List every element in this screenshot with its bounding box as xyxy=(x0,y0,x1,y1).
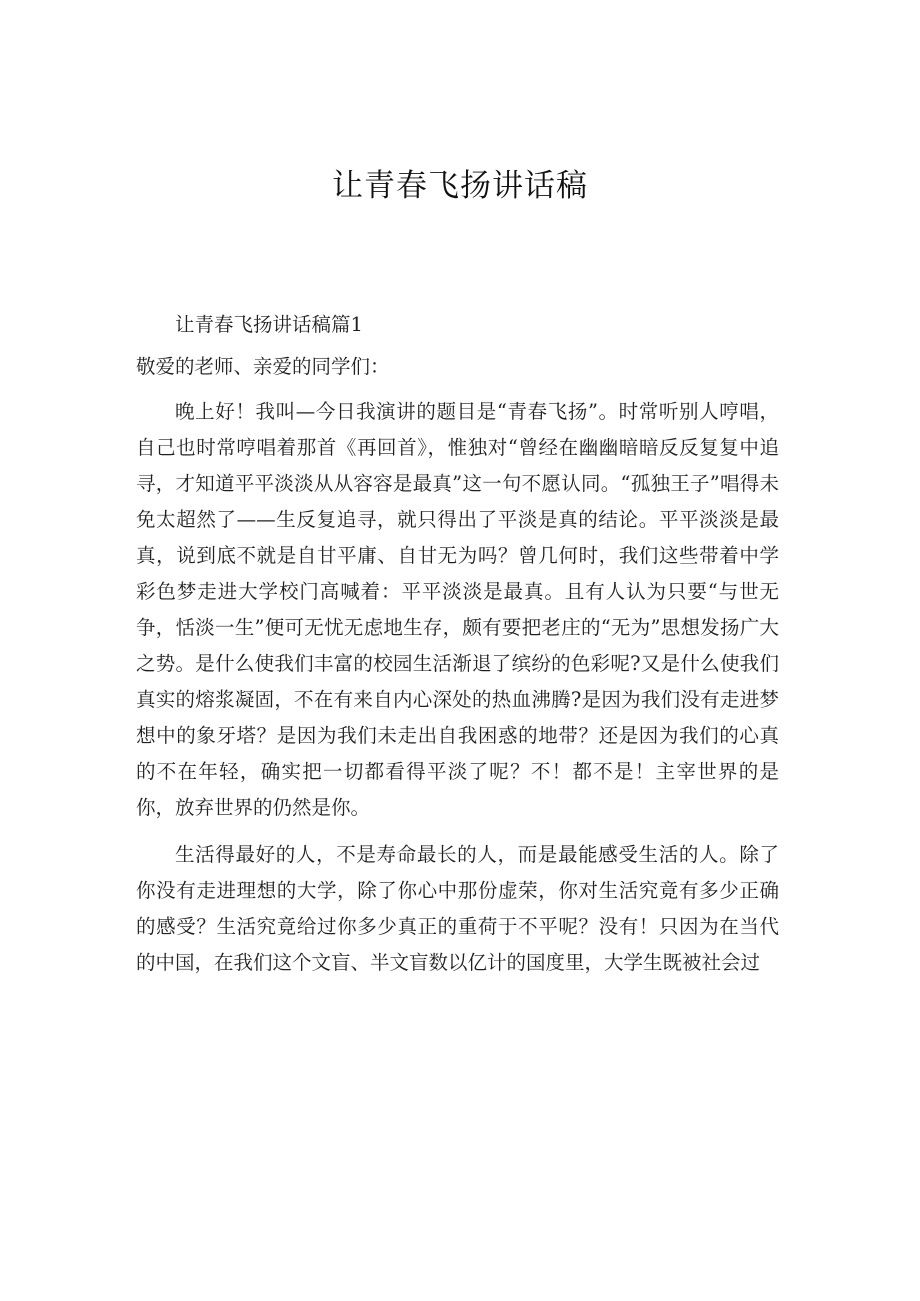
document-body xyxy=(136,307,779,992)
section-heading: 让青春飞扬讲话稿篇1 xyxy=(175,313,363,336)
paragraph-2: 生活得最好的人，不是寿命最长的人，而是最能感受生活的人。除了你没有走进理想的大学，除了你心中那份虚荣，你对生活究竟有多少正确的感受？生活究竟给过你多少真正的重荷于不平呢？没有！只因为在当代的中国，在我们这个文盲、半文盲数以亿计的国度里，大学生既被社会过 xyxy=(136,843,779,974)
salutation: 敬爱的老师、亲爱的同学们： xyxy=(136,355,390,378)
paragraph-1: 晚上好！我叫—今日我演讲的题目是“青春飞扬”。时常听别人哼唱，自己也时常哼唱着那首《再回首》，惟独对“曾经在幽幽暗暗反反复复中追寻，才知道平平淡淡从从容容是最真”这一句不愿认同。“孤独王子”唱得未免太超然了——生反复追寻，就只得出了平淡是真的结论。平平淡淡是最真，说到底不就是自甘平庸、自甘无为吗？曾几何时，我们这些带着中学彩色梦走进大学校门高喊着：平平淡淡是最真。且有人认为只要“与世无争，恬淡一生”便可无忧无虑地生存，颇有要把老庄的“无为”思想发扬广大之势。是什么使我们丰富的校园生活渐退了缤纷的色彩呢?又是什么使我们真实的熔浆凝固，不在有来自内心深处的热血沸腾?是因为我们没有走进梦想中的象牙塔？是因为我们未走出自我困惑的地带？还是因为我们的心真的不在年轻，确实把一切都看得平淡了呢？不！都不是！主宰世界的是你，放弃世界的仍然是你。 xyxy=(136,400,779,819)
document-title: 让青春飞扬讲话稿 xyxy=(332,168,588,204)
